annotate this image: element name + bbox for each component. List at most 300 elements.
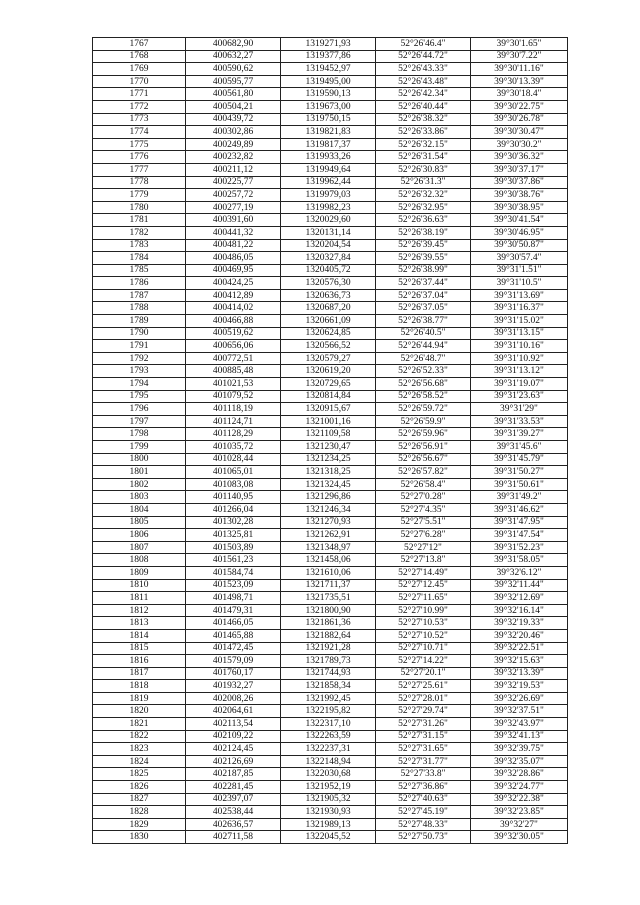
coordinates-table-body (93, 38, 568, 844)
y-coordinate-cell: 1321858,34 (281, 680, 376, 693)
point-number-cell: 1798 (93, 428, 186, 441)
point-number-cell: 1802 (93, 478, 186, 491)
y-coordinate-cell: 1319452,97 (281, 63, 376, 76)
latitude-cell: 52°26'43.33" (376, 63, 471, 76)
y-coordinate-cell: 1321246,34 (281, 503, 376, 516)
table-row (93, 667, 568, 680)
x-coordinate-cell: 400414,02 (186, 302, 281, 315)
table-row (93, 403, 568, 416)
table-row (93, 415, 568, 428)
latitude-cell: 52°26'59.72" (376, 403, 471, 416)
latitude-cell: 52°27'14.22" (376, 655, 471, 668)
table-row (93, 503, 568, 516)
latitude-cell: 52°27'10.71" (376, 642, 471, 655)
x-coordinate-cell: 400225,77 (186, 176, 281, 189)
point-number-cell: 1826 (93, 781, 186, 794)
table-row (93, 88, 568, 101)
table-row (93, 453, 568, 466)
point-number-cell: 1828 (93, 806, 186, 819)
y-coordinate-cell: 1320729,65 (281, 378, 376, 391)
latitude-cell: 52°26'31.54" (376, 151, 471, 164)
longitude-cell: 39°30'37.17" (471, 163, 568, 176)
point-number-cell: 1787 (93, 289, 186, 302)
longitude-cell: 39°31'58.05" (471, 554, 568, 567)
x-coordinate-cell: 400656,06 (186, 340, 281, 353)
point-number-cell: 1782 (93, 226, 186, 239)
table-row (93, 705, 568, 718)
longitude-cell: 39°30'26.78" (471, 113, 568, 126)
y-coordinate-cell: 1322317,10 (281, 718, 376, 731)
x-coordinate-cell: 401325,81 (186, 529, 281, 542)
point-number-cell: 1790 (93, 327, 186, 340)
latitude-cell: 52°26'32.95" (376, 201, 471, 214)
y-coordinate-cell: 1320131,14 (281, 226, 376, 239)
latitude-cell: 52°26'30.83" (376, 163, 471, 176)
table-row (93, 604, 568, 617)
x-coordinate-cell: 402711,58 (186, 831, 281, 844)
y-coordinate-cell: 1320619,20 (281, 365, 376, 378)
y-coordinate-cell: 1319495,00 (281, 75, 376, 88)
latitude-cell: 52°26'38.77" (376, 315, 471, 328)
point-number-cell: 1830 (93, 831, 186, 844)
latitude-cell: 52°26'38.99" (376, 264, 471, 277)
longitude-cell: 39°32'37.51" (471, 705, 568, 718)
longitude-cell: 39°31'50.27" (471, 466, 568, 479)
latitude-cell: 52°26'39.45" (376, 239, 471, 252)
point-number-cell: 1805 (93, 516, 186, 529)
longitude-cell: 39°30'37.86" (471, 176, 568, 189)
latitude-cell: 52°26'37.44" (376, 277, 471, 290)
x-coordinate-cell: 402636,57 (186, 818, 281, 831)
latitude-cell: 52°26'56.67" (376, 453, 471, 466)
longitude-cell: 39°31'50.61" (471, 478, 568, 491)
latitude-cell: 52°26'39.55" (376, 252, 471, 265)
latitude-cell: 52°26'38.32" (376, 113, 471, 126)
y-coordinate-cell: 1322045,52 (281, 831, 376, 844)
point-number-cell: 1804 (93, 503, 186, 516)
longitude-cell: 39°30'50.87" (471, 239, 568, 252)
x-coordinate-cell: 400466,88 (186, 315, 281, 328)
table-row (93, 781, 568, 794)
x-coordinate-cell: 402124,45 (186, 743, 281, 756)
point-number-cell: 1818 (93, 680, 186, 693)
longitude-cell: 39°31'15.02" (471, 315, 568, 328)
y-coordinate-cell: 1319982,23 (281, 201, 376, 214)
table-row (93, 718, 568, 731)
longitude-cell: 39°31'10.92" (471, 352, 568, 365)
x-coordinate-cell: 400249,89 (186, 138, 281, 151)
latitude-cell: 52°27'33.8" (376, 768, 471, 781)
longitude-cell: 39°30'13.39" (471, 75, 568, 88)
latitude-cell: 52°26'59.9" (376, 415, 471, 428)
table-row (93, 75, 568, 88)
y-coordinate-cell: 1321905,32 (281, 793, 376, 806)
longitude-cell: 39°30'1.65" (471, 38, 568, 51)
table-row (93, 491, 568, 504)
longitude-cell: 39°31'10.5" (471, 277, 568, 290)
latitude-cell: 52°27'11.65" (376, 592, 471, 605)
latitude-cell: 52°26'56.68" (376, 378, 471, 391)
point-number-cell: 1768 (93, 50, 186, 63)
y-coordinate-cell: 1320661,09 (281, 315, 376, 328)
point-number-cell: 1780 (93, 201, 186, 214)
latitude-cell: 52°26'38.19" (376, 226, 471, 239)
latitude-cell: 52°27'0.28" (376, 491, 471, 504)
point-number-cell: 1775 (93, 138, 186, 151)
latitude-cell: 52°26'59.96" (376, 428, 471, 441)
table-row (93, 126, 568, 139)
longitude-cell: 39°32'27" (471, 818, 568, 831)
point-number-cell: 1823 (93, 743, 186, 756)
latitude-cell: 52°27'13.8" (376, 554, 471, 567)
y-coordinate-cell: 1319933,26 (281, 151, 376, 164)
y-coordinate-cell: 1321610,06 (281, 566, 376, 579)
x-coordinate-cell: 401498,71 (186, 592, 281, 605)
longitude-cell: 39°31'16.37" (471, 302, 568, 315)
point-number-cell: 1822 (93, 730, 186, 743)
latitude-cell: 52°27'4.35" (376, 503, 471, 516)
y-coordinate-cell: 1321882,64 (281, 629, 376, 642)
point-number-cell: 1785 (93, 264, 186, 277)
y-coordinate-cell: 1322263,59 (281, 730, 376, 743)
table-row (93, 277, 568, 290)
point-number-cell: 1767 (93, 38, 186, 51)
longitude-cell: 39°32'11.44" (471, 579, 568, 592)
x-coordinate-cell: 401932,27 (186, 680, 281, 693)
table-row (93, 252, 568, 265)
longitude-cell: 39°32'22.51" (471, 642, 568, 655)
table-row (93, 50, 568, 63)
x-coordinate-cell: 400504,21 (186, 100, 281, 113)
latitude-cell: 52°27'12" (376, 541, 471, 554)
x-coordinate-cell: 401479,31 (186, 604, 281, 617)
longitude-cell: 39°30'30.47" (471, 126, 568, 139)
latitude-cell: 52°26'56.91" (376, 441, 471, 454)
longitude-cell: 39°32'43.97" (471, 718, 568, 731)
x-coordinate-cell: 401021,53 (186, 378, 281, 391)
point-number-cell: 1816 (93, 655, 186, 668)
latitude-cell: 52°27'29.74" (376, 705, 471, 718)
y-coordinate-cell: 1320566,52 (281, 340, 376, 353)
longitude-cell: 39°31'10.16" (471, 340, 568, 353)
x-coordinate-cell: 400277,19 (186, 201, 281, 214)
point-number-cell: 1792 (93, 352, 186, 365)
longitude-cell: 39°30'41.54" (471, 214, 568, 227)
longitude-cell: 39°32'41.13" (471, 730, 568, 743)
table-row (93, 226, 568, 239)
x-coordinate-cell: 400772,51 (186, 352, 281, 365)
longitude-cell: 39°31'13.12" (471, 365, 568, 378)
latitude-cell: 52°27'28.01" (376, 692, 471, 705)
y-coordinate-cell: 1320576,30 (281, 277, 376, 290)
longitude-cell: 39°32'6.12" (471, 566, 568, 579)
x-coordinate-cell: 401760,17 (186, 667, 281, 680)
latitude-cell: 52°27'10.52" (376, 629, 471, 642)
longitude-cell: 39°32'23.85" (471, 806, 568, 819)
latitude-cell: 52°26'58.4" (376, 478, 471, 491)
x-coordinate-cell: 401028,44 (186, 453, 281, 466)
point-number-cell: 1786 (93, 277, 186, 290)
x-coordinate-cell: 402397,07 (186, 793, 281, 806)
point-number-cell: 1784 (93, 252, 186, 265)
latitude-cell: 52°27'40.63" (376, 793, 471, 806)
y-coordinate-cell: 1321348,97 (281, 541, 376, 554)
point-number-cell: 1778 (93, 176, 186, 189)
latitude-cell: 52°26'46.4" (376, 38, 471, 51)
point-number-cell: 1829 (93, 818, 186, 831)
table-row (93, 138, 568, 151)
y-coordinate-cell: 1319673,00 (281, 100, 376, 113)
latitude-cell: 52°27'45.19" (376, 806, 471, 819)
x-coordinate-cell: 400441,32 (186, 226, 281, 239)
latitude-cell: 52°27'12.45" (376, 579, 471, 592)
y-coordinate-cell: 1322030,68 (281, 768, 376, 781)
table-row (93, 189, 568, 202)
latitude-cell: 52°26'37.04" (376, 289, 471, 302)
y-coordinate-cell: 1320915,67 (281, 403, 376, 416)
x-coordinate-cell: 401579,09 (186, 655, 281, 668)
x-coordinate-cell: 400257,72 (186, 189, 281, 202)
longitude-cell: 39°32'28.86" (471, 768, 568, 781)
point-number-cell: 1783 (93, 239, 186, 252)
longitude-cell: 39°31'45.6" (471, 441, 568, 454)
x-coordinate-cell: 402064,61 (186, 705, 281, 718)
y-coordinate-cell: 1321861,36 (281, 617, 376, 630)
x-coordinate-cell: 400561,80 (186, 88, 281, 101)
latitude-cell: 52°26'44.94" (376, 340, 471, 353)
latitude-cell: 52°27'6.28" (376, 529, 471, 542)
point-number-cell: 1776 (93, 151, 186, 164)
longitude-cell: 39°30'30.2" (471, 138, 568, 151)
point-number-cell: 1770 (93, 75, 186, 88)
y-coordinate-cell: 1319590,13 (281, 88, 376, 101)
point-number-cell: 1803 (93, 491, 186, 504)
point-number-cell: 1795 (93, 390, 186, 403)
x-coordinate-cell: 400885,48 (186, 365, 281, 378)
latitude-cell: 52°26'40.5" (376, 327, 471, 340)
y-coordinate-cell: 1322195,82 (281, 705, 376, 718)
point-number-cell: 1788 (93, 302, 186, 315)
table-row (93, 554, 568, 567)
longitude-cell: 39°32'26.69" (471, 692, 568, 705)
point-number-cell: 1794 (93, 378, 186, 391)
x-coordinate-cell: 401302,28 (186, 516, 281, 529)
longitude-cell: 39°32'30.05" (471, 831, 568, 844)
point-number-cell: 1774 (93, 126, 186, 139)
y-coordinate-cell: 1319821,83 (281, 126, 376, 139)
table-row (93, 390, 568, 403)
table-row (93, 38, 568, 51)
x-coordinate-cell: 400595,77 (186, 75, 281, 88)
y-coordinate-cell: 1322148,94 (281, 755, 376, 768)
point-number-cell: 1825 (93, 768, 186, 781)
table-row (93, 100, 568, 113)
x-coordinate-cell: 400232,82 (186, 151, 281, 164)
point-number-cell: 1814 (93, 629, 186, 642)
x-coordinate-cell: 400439,72 (186, 113, 281, 126)
longitude-cell: 39°31'47.54" (471, 529, 568, 542)
x-coordinate-cell: 400682,90 (186, 38, 281, 51)
x-coordinate-cell: 400391,60 (186, 214, 281, 227)
table-row (93, 692, 568, 705)
table-row (93, 743, 568, 756)
y-coordinate-cell: 1320405,72 (281, 264, 376, 277)
point-number-cell: 1812 (93, 604, 186, 617)
table-row (93, 214, 568, 227)
x-coordinate-cell: 402187,85 (186, 768, 281, 781)
y-coordinate-cell: 1321735,51 (281, 592, 376, 605)
x-coordinate-cell: 400481,22 (186, 239, 281, 252)
y-coordinate-cell: 1319271,93 (281, 38, 376, 51)
latitude-cell: 52°27'31.15" (376, 730, 471, 743)
longitude-cell: 39°30'36.32" (471, 151, 568, 164)
point-number-cell: 1810 (93, 579, 186, 592)
longitude-cell: 39°32'19.53" (471, 680, 568, 693)
point-number-cell: 1827 (93, 793, 186, 806)
longitude-cell: 39°32'13.39" (471, 667, 568, 680)
table-row (93, 566, 568, 579)
longitude-cell: 39°30'38.95" (471, 201, 568, 214)
table-row (93, 579, 568, 592)
table-row (93, 806, 568, 819)
table-row (93, 818, 568, 831)
y-coordinate-cell: 1321952,19 (281, 781, 376, 794)
table-row (93, 755, 568, 768)
longitude-cell: 39°32'12.69" (471, 592, 568, 605)
x-coordinate-cell: 402113,54 (186, 718, 281, 731)
table-row (93, 365, 568, 378)
x-coordinate-cell: 400519,62 (186, 327, 281, 340)
longitude-cell: 39°31'49.2" (471, 491, 568, 504)
point-number-cell: 1807 (93, 541, 186, 554)
longitude-cell: 39°31'47.95" (471, 516, 568, 529)
point-number-cell: 1772 (93, 100, 186, 113)
latitude-cell: 52°27'31.26" (376, 718, 471, 731)
y-coordinate-cell: 1319377,86 (281, 50, 376, 63)
latitude-cell: 52°26'43.48" (376, 75, 471, 88)
point-number-cell: 1769 (93, 63, 186, 76)
latitude-cell: 52°26'31.3" (376, 176, 471, 189)
x-coordinate-cell: 401266,04 (186, 503, 281, 516)
y-coordinate-cell: 1319979,03 (281, 189, 376, 202)
table-row (93, 441, 568, 454)
y-coordinate-cell: 1321789,73 (281, 655, 376, 668)
point-number-cell: 1791 (93, 340, 186, 353)
latitude-cell: 52°27'5.51" (376, 516, 471, 529)
point-number-cell: 1779 (93, 189, 186, 202)
y-coordinate-cell: 1320204,54 (281, 239, 376, 252)
table-row (93, 289, 568, 302)
x-coordinate-cell: 401465,88 (186, 629, 281, 642)
latitude-cell: 52°27'31.77" (376, 755, 471, 768)
point-number-cell: 1806 (93, 529, 186, 542)
x-coordinate-cell: 400469,95 (186, 264, 281, 277)
longitude-cell: 39°31'45.79" (471, 453, 568, 466)
latitude-cell: 52°27'20.1" (376, 667, 471, 680)
x-coordinate-cell: 402008,26 (186, 692, 281, 705)
longitude-cell: 39°31'33.53" (471, 415, 568, 428)
table-row (93, 378, 568, 391)
longitude-cell: 39°31'29" (471, 403, 568, 416)
x-coordinate-cell: 401065,01 (186, 466, 281, 479)
point-number-cell: 1801 (93, 466, 186, 479)
x-coordinate-cell: 402281,45 (186, 781, 281, 794)
latitude-cell: 52°27'31.65" (376, 743, 471, 756)
longitude-cell: 39°32'20.46" (471, 629, 568, 642)
longitude-cell: 39°30'7.22" (471, 50, 568, 63)
y-coordinate-cell: 1321930,93 (281, 806, 376, 819)
table-row (93, 113, 568, 126)
point-number-cell: 1797 (93, 415, 186, 428)
x-coordinate-cell: 401124,71 (186, 415, 281, 428)
table-row (93, 327, 568, 340)
y-coordinate-cell: 1321001,16 (281, 415, 376, 428)
y-coordinate-cell: 1321711,37 (281, 579, 376, 592)
x-coordinate-cell: 402538,44 (186, 806, 281, 819)
y-coordinate-cell: 1321234,25 (281, 453, 376, 466)
point-number-cell: 1815 (93, 642, 186, 655)
y-coordinate-cell: 1321992,45 (281, 692, 376, 705)
y-coordinate-cell: 1321921,28 (281, 642, 376, 655)
x-coordinate-cell: 402126,69 (186, 755, 281, 768)
longitude-cell: 39°31'19.07" (471, 378, 568, 391)
x-coordinate-cell: 401128,29 (186, 428, 281, 441)
latitude-cell: 52°26'48.7" (376, 352, 471, 365)
x-coordinate-cell: 401079,52 (186, 390, 281, 403)
longitude-cell: 39°31'1.51" (471, 264, 568, 277)
longitude-cell: 39°32'35.07" (471, 755, 568, 768)
x-coordinate-cell: 400211,12 (186, 163, 281, 176)
x-coordinate-cell: 401523,09 (186, 579, 281, 592)
point-number-cell: 1821 (93, 718, 186, 731)
longitude-cell: 39°31'13.15" (471, 327, 568, 340)
table-row (93, 264, 568, 277)
point-number-cell: 1799 (93, 441, 186, 454)
longitude-cell: 39°31'23.63" (471, 390, 568, 403)
table-row (93, 428, 568, 441)
point-number-cell: 1793 (93, 365, 186, 378)
point-number-cell: 1796 (93, 403, 186, 416)
x-coordinate-cell: 400424,25 (186, 277, 281, 290)
y-coordinate-cell: 1319962,44 (281, 176, 376, 189)
table-row (93, 730, 568, 743)
longitude-cell: 39°31'46.62" (471, 503, 568, 516)
latitude-cell: 52°26'57.82" (376, 466, 471, 479)
point-number-cell: 1824 (93, 755, 186, 768)
table-row (93, 340, 568, 353)
x-coordinate-cell: 401584,74 (186, 566, 281, 579)
point-number-cell: 1773 (93, 113, 186, 126)
point-number-cell: 1813 (93, 617, 186, 630)
x-coordinate-cell: 401083,08 (186, 478, 281, 491)
latitude-cell: 52°26'37.05" (376, 302, 471, 315)
table-row (93, 315, 568, 328)
table-row (93, 466, 568, 479)
table-row (93, 642, 568, 655)
x-coordinate-cell: 401118,19 (186, 403, 281, 416)
x-coordinate-cell: 401472,45 (186, 642, 281, 655)
y-coordinate-cell: 1321318,25 (281, 466, 376, 479)
x-coordinate-cell: 402109,22 (186, 730, 281, 743)
table-row (93, 768, 568, 781)
table-row (93, 151, 568, 164)
x-coordinate-cell: 400590,62 (186, 63, 281, 76)
table-row (93, 478, 568, 491)
table-row (93, 201, 568, 214)
y-coordinate-cell: 1320687,20 (281, 302, 376, 315)
longitude-cell: 39°32'24.77" (471, 781, 568, 794)
table-row (93, 592, 568, 605)
